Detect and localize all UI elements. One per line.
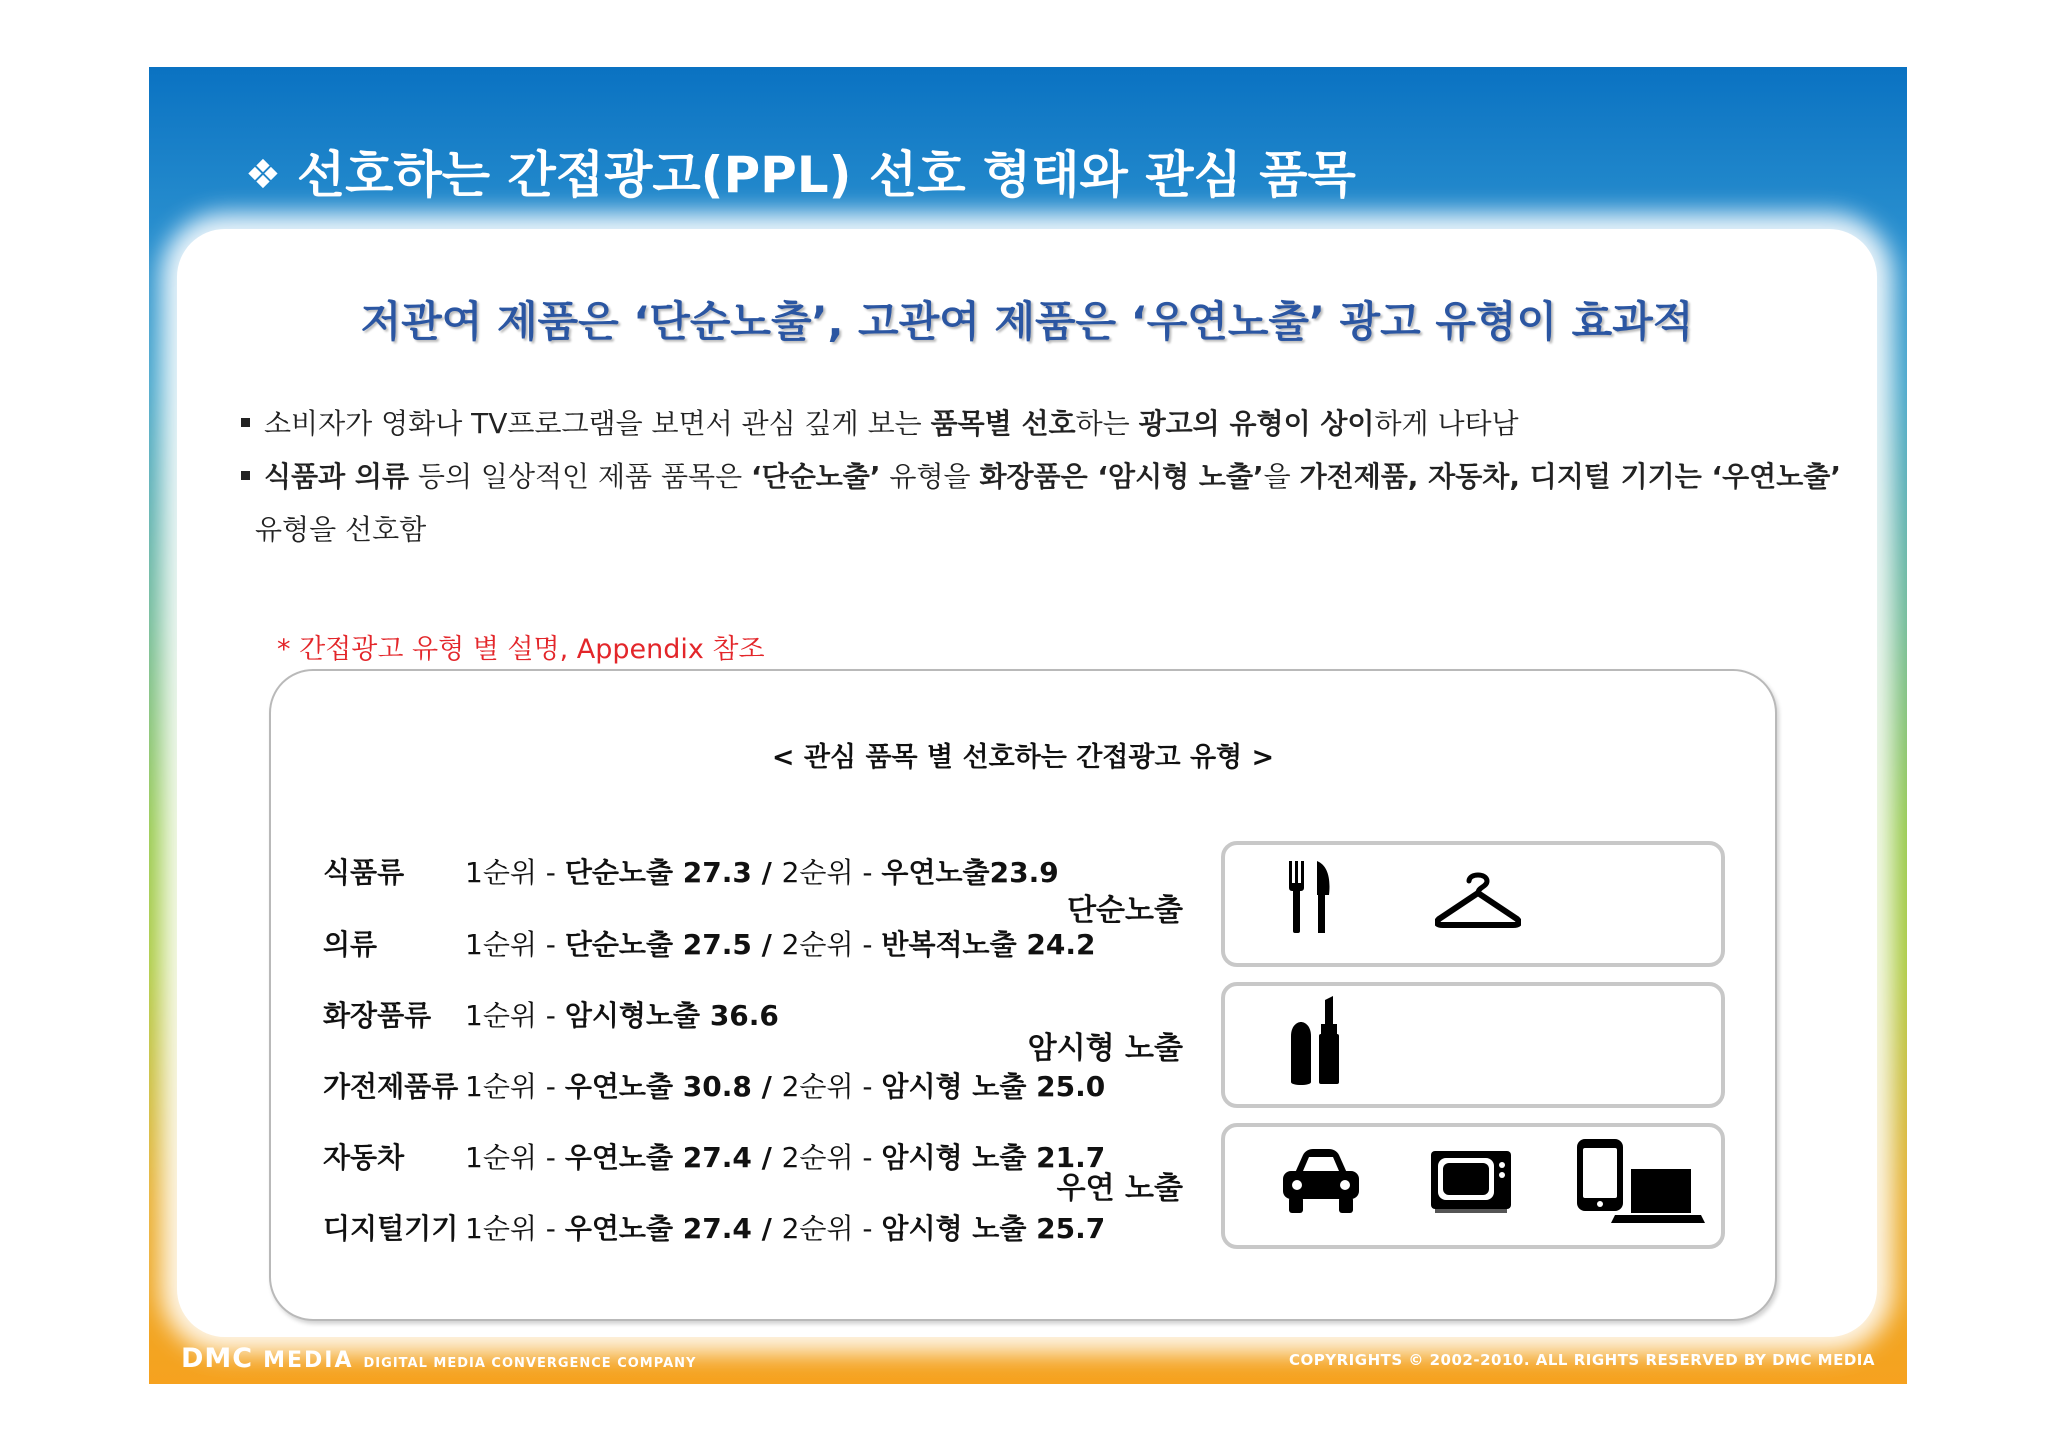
ranking-text — [465, 1207, 1105, 1247]
fork-knife-icon — [1287, 861, 1337, 933]
headline: 저관여 제품은 ‘단순노출’, 고관여 제품은 ‘우연노출’ 광고 유형이 효과적 — [360, 297, 1694, 346]
rank-value: 암시형 노출 25.0 — [881, 1070, 1106, 1103]
category-name: 의류 — [323, 928, 378, 961]
rank-value: 암시형 노출 25.7 — [881, 1212, 1106, 1245]
rank-value: 단순노출 27.3 / — [564, 856, 782, 889]
rank-label: 1순위 - — [465, 928, 565, 961]
group-label-incidental-exposure: 우연 노출 — [1056, 1171, 1183, 1206]
slide-title-text: 선호하는 간접광고(PPL) 선호 형태와 관심 품목 — [296, 146, 1356, 204]
rank-label: 1순위 - — [465, 1212, 565, 1245]
hanger-icon — [1435, 869, 1521, 931]
content-card — [177, 229, 1877, 1337]
four-diamond-bullet-icon: ❖ — [245, 152, 281, 198]
media-wordmark: MEDIA — [263, 1348, 354, 1373]
emphasis: 광고의 유형이 상이 — [1138, 407, 1375, 440]
category-name: 식품류 — [323, 856, 405, 889]
rank-value: 우연노출 30.8 / — [564, 1070, 782, 1103]
rank-label: 2순위 - — [781, 1141, 882, 1174]
text: 하게 나타남 — [1374, 407, 1519, 440]
phone-laptop-icon — [1575, 1139, 1705, 1229]
footer-copyright: COPYRIGHTS © 2002-2010. ALL RIGHTS RESERVED BY DMC MEDIA — [1289, 1351, 1875, 1369]
rank-label: 1순위 - — [465, 999, 565, 1032]
text: 등의 일상적인 제품 품목은 — [409, 460, 752, 493]
icon-box-simple-exposure — [1221, 841, 1725, 967]
emphasis: 가전제품, 자동차, 디지털 기기는 ‘우연노출’ — [1299, 460, 1841, 493]
category-panel — [269, 669, 1777, 1321]
ranking-text — [465, 923, 1095, 963]
rank-value: 암시형노출 36.6 — [564, 999, 779, 1032]
slide — [149, 67, 1907, 1384]
ranking-text — [465, 1136, 1105, 1176]
footer-tagline: DIGITAL MEDIA CONVERGENCE COMPANY — [363, 1356, 697, 1371]
emphasis: 품목별 선호 — [930, 407, 1076, 440]
slide-title — [245, 135, 1356, 207]
rank-label: 1순위 - — [465, 856, 565, 889]
group-label-implied-exposure: 암시형 노출 — [1027, 1031, 1183, 1066]
group-label-simple-exposure: 단순노출 — [1067, 893, 1183, 928]
bullet-item-1 — [241, 397, 1841, 450]
category-name: 가전제품류 — [323, 1070, 459, 1103]
emphasis: ‘단순노출’ — [751, 460, 881, 493]
rank-label: 2순위 - — [781, 856, 882, 889]
rank-label: 2순위 - — [781, 1070, 882, 1103]
dmc-logo: DMC — [181, 1343, 254, 1374]
category-name: 자동차 — [323, 1141, 405, 1174]
icon-box-incidental-exposure — [1221, 1123, 1725, 1249]
appendix-note: * 간접광고 유형 별 설명, Appendix 참조 — [277, 634, 765, 665]
text: 하는 — [1075, 407, 1139, 440]
ranking-text — [465, 851, 1059, 891]
rank-label: 2순위 - — [781, 1212, 882, 1245]
rank-label: 1순위 - — [465, 1070, 565, 1103]
category-name: 디지털기기 — [323, 1212, 459, 1245]
rank-value: 단순노출 27.5 / — [564, 928, 782, 961]
square-bullet-icon — [241, 418, 250, 427]
bullet-item-2-continuation: 유형을 선호함 — [255, 513, 427, 546]
category-name: 화장품류 — [323, 999, 432, 1032]
square-bullet-icon — [241, 471, 250, 480]
tv-icon — [1431, 1151, 1511, 1213]
bullet-list — [241, 397, 1841, 556]
footer-branding — [181, 1343, 696, 1374]
rank-value: 우연노출 27.4 / — [564, 1141, 782, 1174]
ranking-text — [465, 1065, 1105, 1105]
text: 소비자가 영화나 TV프로그램을 보면서 관심 깊게 보는 — [264, 407, 931, 440]
rank-value: 암시형 노출 21.7 — [881, 1141, 1106, 1174]
rank-label: 2순위 - — [781, 928, 882, 961]
lipstick-icon — [1285, 996, 1349, 1088]
bullet-item-2 — [241, 450, 1841, 503]
emphasis: 식품과 의류 — [264, 460, 409, 493]
text: 을 — [1263, 460, 1300, 493]
text: 유형을 — [880, 460, 980, 493]
rank-value: 우연노출 27.4 / — [564, 1212, 782, 1245]
car-icon — [1281, 1149, 1361, 1215]
panel-title: < 관심 품목 별 선호하는 간접광고 유형 > — [771, 742, 1275, 773]
rank-label: 1순위 - — [465, 1141, 565, 1174]
rank-value: 우연노출23.9 — [881, 856, 1059, 889]
emphasis: 화장품은 ‘암시형 노출’ — [979, 460, 1264, 493]
icon-box-implied-exposure — [1221, 982, 1725, 1108]
rank-value: 반복적노출 24.2 — [881, 928, 1096, 961]
ranking-text — [465, 994, 779, 1034]
